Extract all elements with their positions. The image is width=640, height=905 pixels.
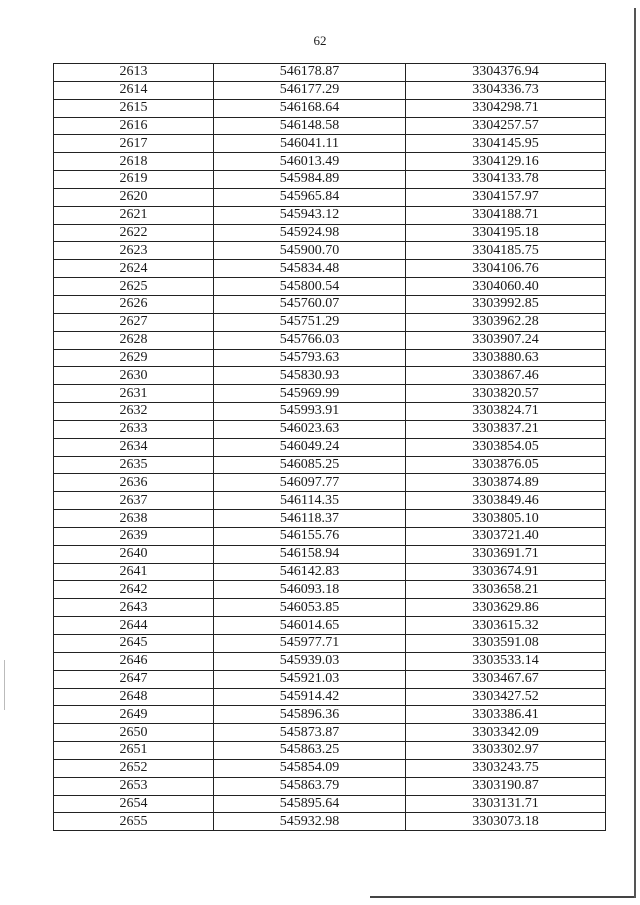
y-coordinate-cell: 3304376.94 — [406, 64, 606, 82]
y-coordinate-cell: 3303691.71 — [406, 545, 606, 563]
point-number-cell: 2631 — [54, 385, 214, 403]
point-number-cell: 2637 — [54, 492, 214, 510]
x-coordinate-cell: 545969.99 — [214, 385, 406, 403]
y-coordinate-cell: 3303131.71 — [406, 795, 606, 813]
table-row — [54, 581, 606, 599]
table-row — [54, 385, 606, 403]
table-row — [54, 759, 606, 777]
table-row — [54, 510, 606, 528]
y-coordinate-cell: 3303467.67 — [406, 670, 606, 688]
point-number-cell: 2636 — [54, 474, 214, 492]
y-coordinate-cell: 3303073.18 — [406, 813, 606, 831]
point-number-cell: 2633 — [54, 420, 214, 438]
table-row — [54, 420, 606, 438]
y-coordinate-cell: 3303992.85 — [406, 295, 606, 313]
point-number-cell: 2647 — [54, 670, 214, 688]
y-coordinate-cell: 3304298.71 — [406, 99, 606, 117]
table-row — [54, 563, 606, 581]
table-row — [54, 545, 606, 563]
table-row — [54, 492, 606, 510]
point-number-cell: 2616 — [54, 117, 214, 135]
y-coordinate-cell: 3303962.28 — [406, 313, 606, 331]
x-coordinate-cell: 545932.98 — [214, 813, 406, 831]
x-coordinate-cell: 546168.64 — [214, 99, 406, 117]
point-number-cell: 2650 — [54, 724, 214, 742]
point-number-cell: 2651 — [54, 742, 214, 760]
scan-speck — [4, 660, 5, 710]
x-coordinate-cell: 545943.12 — [214, 206, 406, 224]
y-coordinate-cell: 3304336.73 — [406, 81, 606, 99]
y-coordinate-cell: 3303876.05 — [406, 456, 606, 474]
y-coordinate-cell: 3303615.32 — [406, 617, 606, 635]
x-coordinate-cell: 546023.63 — [214, 420, 406, 438]
table-row — [54, 527, 606, 545]
table-row — [54, 153, 606, 171]
x-coordinate-cell: 545939.03 — [214, 652, 406, 670]
y-coordinate-cell: 3303674.91 — [406, 563, 606, 581]
table-row — [54, 813, 606, 831]
point-number-cell: 2634 — [54, 438, 214, 456]
y-coordinate-cell: 3303721.40 — [406, 527, 606, 545]
table-row — [54, 777, 606, 795]
x-coordinate-cell: 546114.35 — [214, 492, 406, 510]
x-coordinate-cell: 545965.84 — [214, 188, 406, 206]
coordinates-table-body — [54, 64, 606, 831]
table-row — [54, 795, 606, 813]
x-coordinate-cell: 546013.49 — [214, 153, 406, 171]
point-number-cell: 2640 — [54, 545, 214, 563]
x-coordinate-cell: 545895.64 — [214, 795, 406, 813]
y-coordinate-cell: 3303427.52 — [406, 688, 606, 706]
table-row — [54, 617, 606, 635]
table-row — [54, 688, 606, 706]
x-coordinate-cell: 545984.89 — [214, 171, 406, 189]
table-row — [54, 456, 606, 474]
table-row — [54, 135, 606, 153]
y-coordinate-cell: 3303805.10 — [406, 510, 606, 528]
y-coordinate-cell: 3303302.97 — [406, 742, 606, 760]
y-coordinate-cell: 3304257.57 — [406, 117, 606, 135]
point-number-cell: 2643 — [54, 599, 214, 617]
table-row — [54, 278, 606, 296]
point-number-cell: 2649 — [54, 706, 214, 724]
table-row — [54, 117, 606, 135]
table-row — [54, 367, 606, 385]
point-number-cell: 2617 — [54, 135, 214, 153]
table-row — [54, 349, 606, 367]
page-number: 62 — [313, 33, 327, 48]
table-row — [54, 599, 606, 617]
y-coordinate-cell: 3304106.76 — [406, 260, 606, 278]
x-coordinate-cell: 545830.93 — [214, 367, 406, 385]
x-coordinate-cell: 546049.24 — [214, 438, 406, 456]
point-number-cell: 2653 — [54, 777, 214, 795]
point-number-cell: 2648 — [54, 688, 214, 706]
y-coordinate-cell: 3304188.71 — [406, 206, 606, 224]
x-coordinate-cell: 545896.36 — [214, 706, 406, 724]
y-coordinate-cell: 3303386.41 — [406, 706, 606, 724]
table-row — [54, 742, 606, 760]
point-number-cell: 2632 — [54, 403, 214, 421]
y-coordinate-cell: 3304145.95 — [406, 135, 606, 153]
point-number-cell: 2614 — [54, 81, 214, 99]
x-coordinate-cell: 545900.70 — [214, 242, 406, 260]
scan-edge-right — [634, 8, 636, 898]
y-coordinate-cell: 3303820.57 — [406, 385, 606, 403]
x-coordinate-cell: 545863.79 — [214, 777, 406, 795]
point-number-cell: 2646 — [54, 652, 214, 670]
point-number-cell: 2654 — [54, 795, 214, 813]
y-coordinate-cell: 3304133.78 — [406, 171, 606, 189]
table-row — [54, 64, 606, 82]
coordinates-table — [53, 63, 606, 831]
y-coordinate-cell: 3304129.16 — [406, 153, 606, 171]
table-row — [54, 206, 606, 224]
point-number-cell: 2619 — [54, 171, 214, 189]
x-coordinate-cell: 545873.87 — [214, 724, 406, 742]
x-coordinate-cell: 545921.03 — [214, 670, 406, 688]
table-row — [54, 474, 606, 492]
table-row — [54, 81, 606, 99]
point-number-cell: 2624 — [54, 260, 214, 278]
y-coordinate-cell: 3303867.46 — [406, 367, 606, 385]
table-row — [54, 403, 606, 421]
table-row — [54, 635, 606, 653]
x-coordinate-cell: 545854.09 — [214, 759, 406, 777]
x-coordinate-cell: 546177.29 — [214, 81, 406, 99]
y-coordinate-cell: 3303243.75 — [406, 759, 606, 777]
point-number-cell: 2645 — [54, 635, 214, 653]
point-number-cell: 2626 — [54, 295, 214, 313]
point-number-cell: 2644 — [54, 617, 214, 635]
table-row — [54, 331, 606, 349]
point-number-cell: 2635 — [54, 456, 214, 474]
y-coordinate-cell: 3303880.63 — [406, 349, 606, 367]
point-number-cell: 2615 — [54, 99, 214, 117]
point-number-cell: 2641 — [54, 563, 214, 581]
y-coordinate-cell: 3304157.97 — [406, 188, 606, 206]
x-coordinate-cell: 545760.07 — [214, 295, 406, 313]
point-number-cell: 2629 — [54, 349, 214, 367]
x-coordinate-cell: 546158.94 — [214, 545, 406, 563]
point-number-cell: 2620 — [54, 188, 214, 206]
x-coordinate-cell: 545793.63 — [214, 349, 406, 367]
x-coordinate-cell: 546014.65 — [214, 617, 406, 635]
point-number-cell: 2639 — [54, 527, 214, 545]
x-coordinate-cell: 546118.37 — [214, 510, 406, 528]
table-row — [54, 260, 606, 278]
point-number-cell: 2638 — [54, 510, 214, 528]
x-coordinate-cell: 546097.77 — [214, 474, 406, 492]
point-number-cell: 2628 — [54, 331, 214, 349]
x-coordinate-cell: 545766.03 — [214, 331, 406, 349]
y-coordinate-cell: 3303533.14 — [406, 652, 606, 670]
x-coordinate-cell: 546041.11 — [214, 135, 406, 153]
x-coordinate-cell: 545914.42 — [214, 688, 406, 706]
y-coordinate-cell: 3303854.05 — [406, 438, 606, 456]
x-coordinate-cell: 546178.87 — [214, 64, 406, 82]
y-coordinate-cell: 3303907.24 — [406, 331, 606, 349]
y-coordinate-cell: 3303342.09 — [406, 724, 606, 742]
point-number-cell: 2642 — [54, 581, 214, 599]
x-coordinate-cell: 545993.91 — [214, 403, 406, 421]
point-number-cell: 2625 — [54, 278, 214, 296]
point-number-cell: 2627 — [54, 313, 214, 331]
x-coordinate-cell: 545924.98 — [214, 224, 406, 242]
point-number-cell: 2618 — [54, 153, 214, 171]
y-coordinate-cell: 3303837.21 — [406, 420, 606, 438]
x-coordinate-cell: 545977.71 — [214, 635, 406, 653]
x-coordinate-cell: 545800.54 — [214, 278, 406, 296]
x-coordinate-cell: 546155.76 — [214, 527, 406, 545]
table-row — [54, 706, 606, 724]
table-row — [54, 242, 606, 260]
x-coordinate-cell: 545751.29 — [214, 313, 406, 331]
point-number-cell: 2623 — [54, 242, 214, 260]
y-coordinate-cell: 3304185.75 — [406, 242, 606, 260]
y-coordinate-cell: 3304195.18 — [406, 224, 606, 242]
point-number-cell: 2655 — [54, 813, 214, 831]
y-coordinate-cell: 3303591.08 — [406, 635, 606, 653]
x-coordinate-cell: 545863.25 — [214, 742, 406, 760]
y-coordinate-cell: 3303629.86 — [406, 599, 606, 617]
table-row — [54, 313, 606, 331]
table-row — [54, 724, 606, 742]
x-coordinate-cell: 546093.18 — [214, 581, 406, 599]
point-number-cell: 2630 — [54, 367, 214, 385]
point-number-cell: 2613 — [54, 64, 214, 82]
y-coordinate-cell: 3303658.21 — [406, 581, 606, 599]
table-row — [54, 188, 606, 206]
y-coordinate-cell: 3303824.71 — [406, 403, 606, 421]
y-coordinate-cell: 3303849.46 — [406, 492, 606, 510]
x-coordinate-cell: 545834.48 — [214, 260, 406, 278]
point-number-cell: 2652 — [54, 759, 214, 777]
x-coordinate-cell: 546142.83 — [214, 563, 406, 581]
x-coordinate-cell: 546085.25 — [214, 456, 406, 474]
point-number-cell: 2622 — [54, 224, 214, 242]
x-coordinate-cell: 546148.58 — [214, 117, 406, 135]
y-coordinate-cell: 3304060.40 — [406, 278, 606, 296]
point-number-cell: 2621 — [54, 206, 214, 224]
table-row — [54, 295, 606, 313]
table-row — [54, 438, 606, 456]
x-coordinate-cell: 546053.85 — [214, 599, 406, 617]
y-coordinate-cell: 3303190.87 — [406, 777, 606, 795]
table-row — [54, 652, 606, 670]
y-coordinate-cell: 3303874.89 — [406, 474, 606, 492]
table-row — [54, 670, 606, 688]
table-row — [54, 171, 606, 189]
table-row — [54, 224, 606, 242]
scan-edge-bottom — [370, 896, 634, 898]
table-row — [54, 99, 606, 117]
